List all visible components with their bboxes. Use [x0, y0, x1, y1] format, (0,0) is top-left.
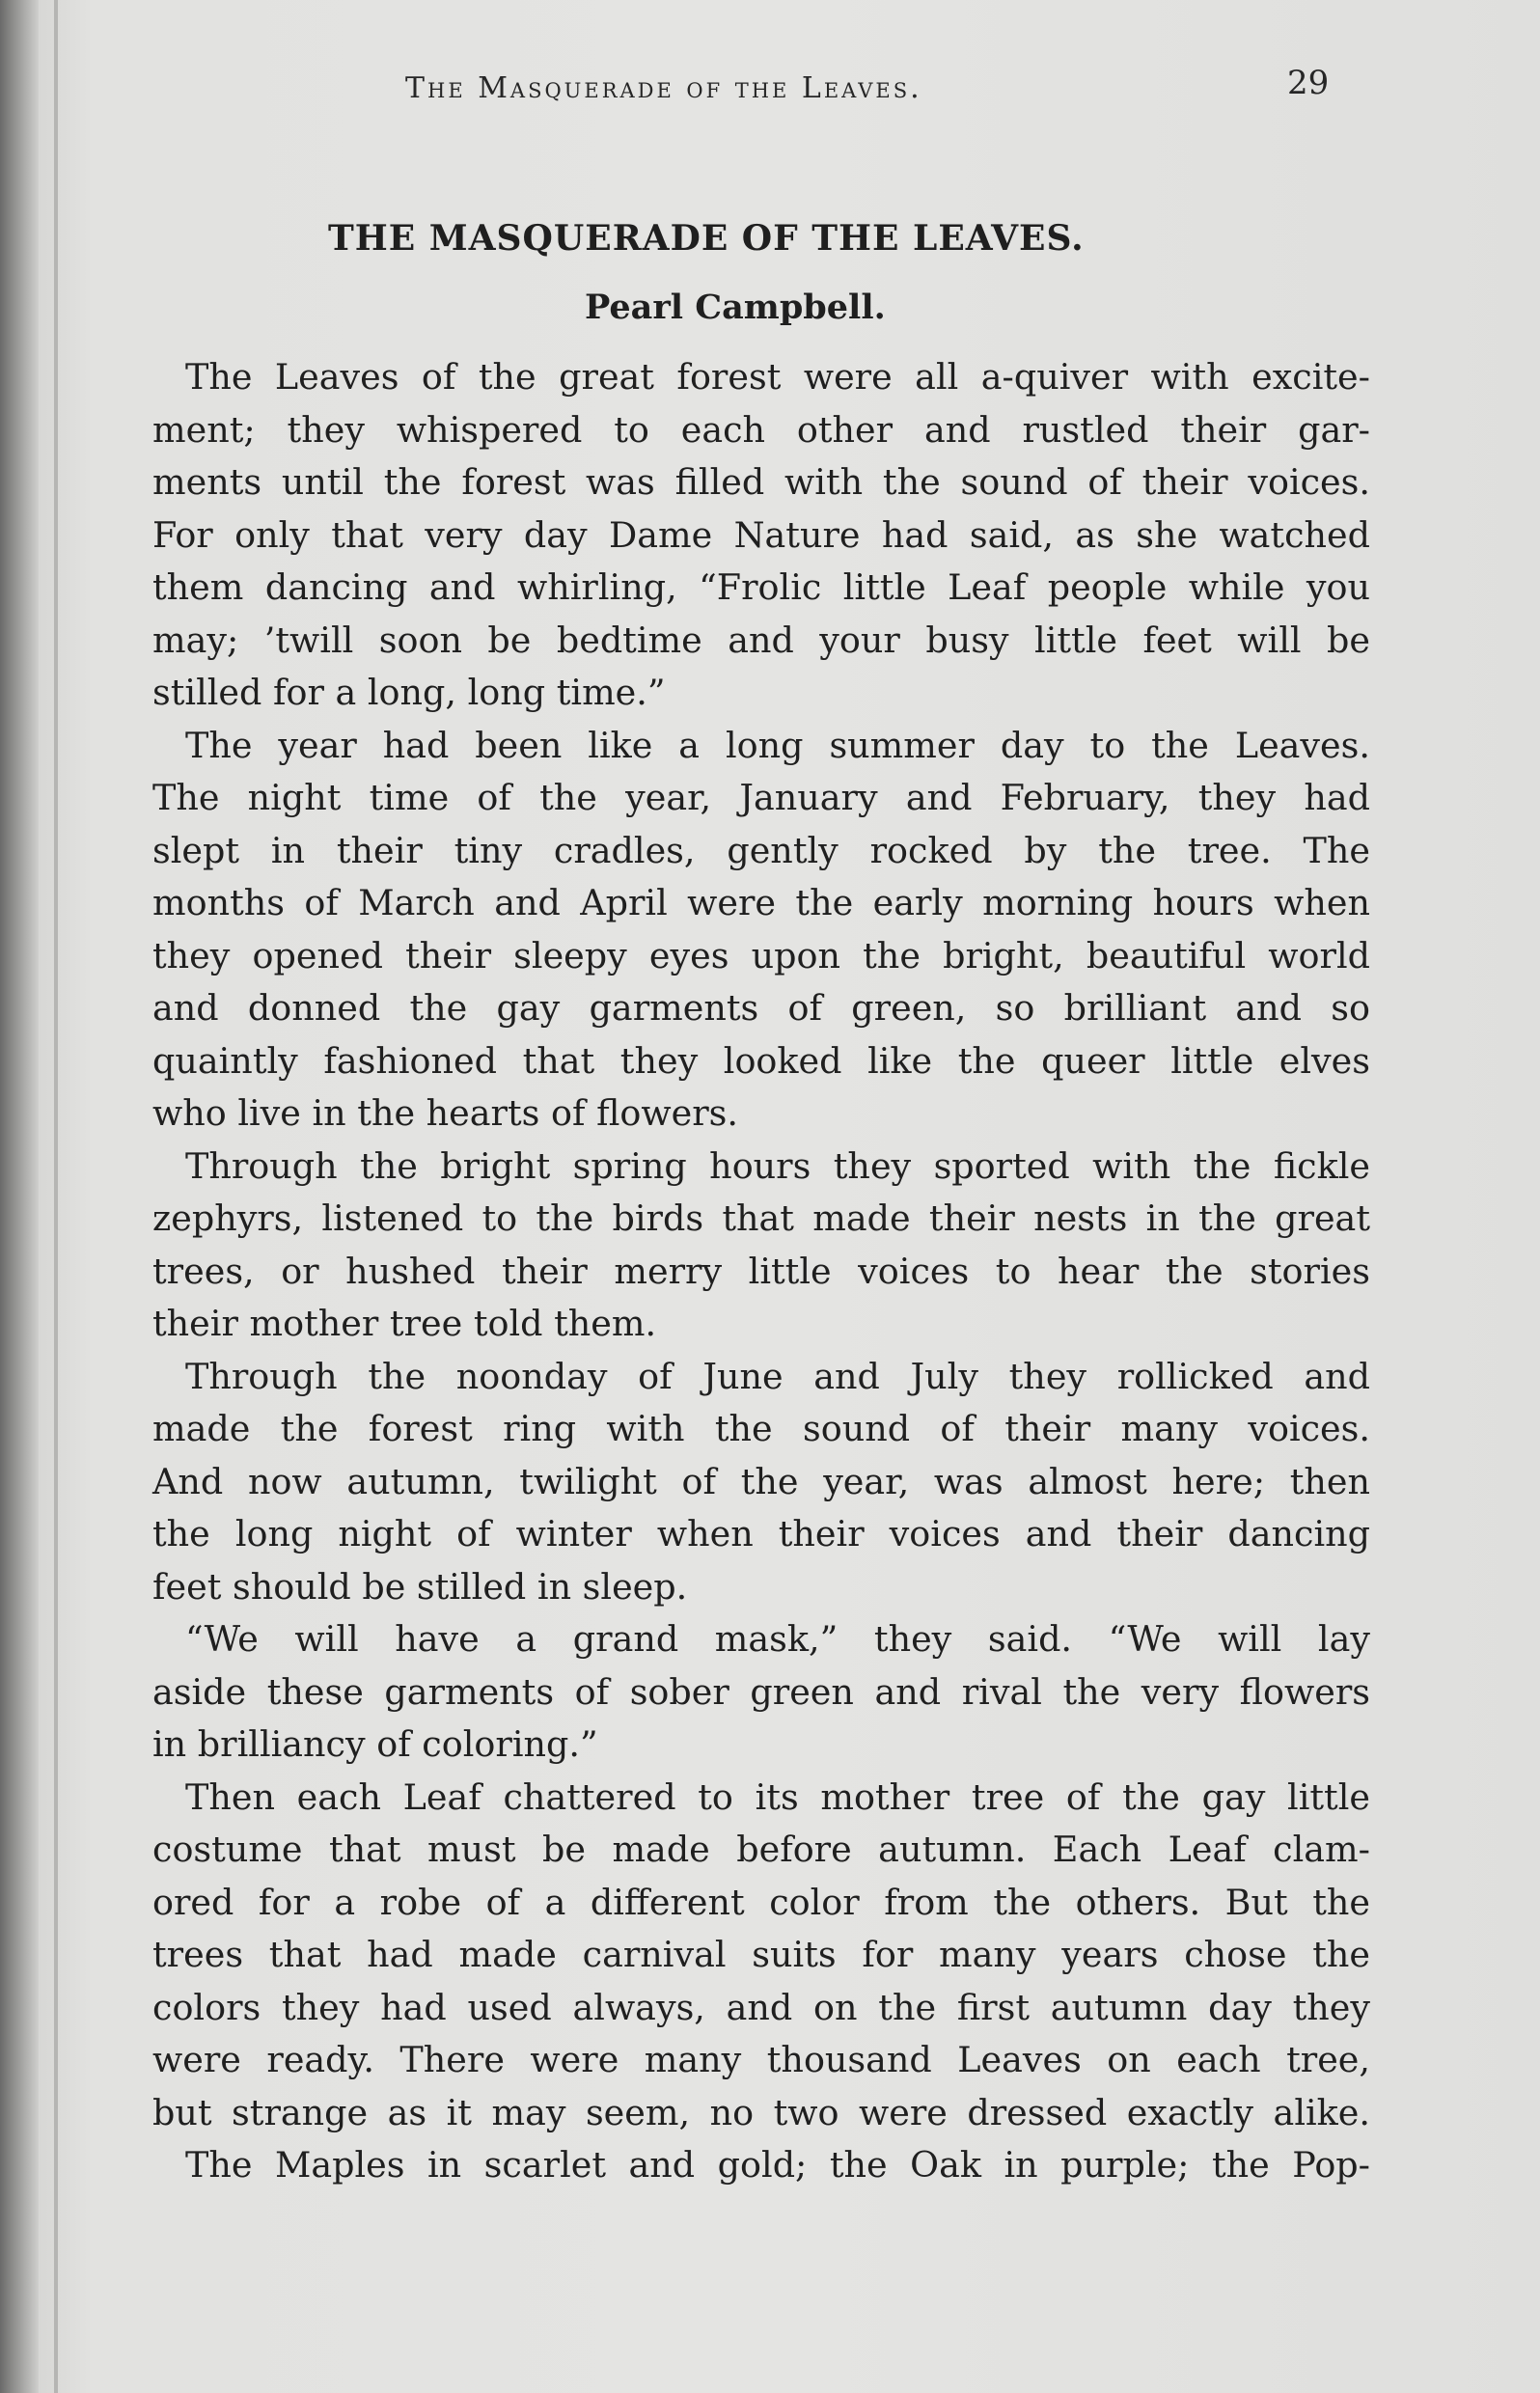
text-line: may; ’twill soon be bedtime and your busy little feet will be: [152, 619, 1370, 661]
text-line: were ready. There were many thousand Leaves on each tree,: [152, 2039, 1370, 2080]
text-line: The night time of the year, January and February, they had: [152, 777, 1370, 818]
gutter-line: [54, 0, 58, 2393]
text-line: made the forest ring with the sound of their many voices.: [152, 1408, 1370, 1449]
text-line: Then each Leaf chattered to its mother tree of the gay little: [185, 1775, 1370, 1818]
text-line: Through the noonday of June and July they rollicked and: [185, 1355, 1370, 1397]
text-line: aside these garments of sober green and rival the very flowers: [152, 1670, 1370, 1713]
text-line: and donned the gay garments of green, so brilliant and so: [152, 987, 1370, 1029]
text-line: Through the bright spring hours they sported with the fickle: [185, 1144, 1370, 1187]
text-line: “We will have a grand mask,” they said. “We will lay: [185, 1618, 1370, 1660]
text-line: trees that had made carnival suits for many years chose the: [152, 1934, 1370, 1975]
book-spine-shadow: [0, 0, 39, 2393]
text-line: ments until the forest was filled with the sound of their voices.: [152, 461, 1370, 503]
text-line: months of March and April were the early morning hours when: [152, 882, 1370, 923]
body-text: [152, 351, 1370, 2192]
text-line: them dancing and whirling, “Frolic little Leaf people while you: [152, 566, 1370, 608]
text-line: costume that must be made before autumn. Each Leaf clam-: [152, 1829, 1370, 1870]
text-line: ored for a robe of a different color from the others. But the: [152, 1881, 1370, 1923]
running-head: The Masquerade of the Leaves.: [405, 71, 922, 105]
text-line: The Leaves of the great forest were all a-quiver with excite-: [185, 356, 1370, 398]
text-line: trees, or hushed their merry little voices to hear the stories: [152, 1250, 1370, 1292]
text-line: quaintly fashioned that they looked like the queer little elves: [152, 1039, 1370, 1082]
text-line: their mother tree told them.: [152, 1303, 657, 1344]
text-line: The year had been like a long summer day to the Leaves.: [185, 724, 1370, 766]
page-number: 29: [1287, 64, 1330, 102]
text-line: ment; they whispered to each other and rustled their gar-: [152, 408, 1370, 451]
text-line: the long night of winter when their voices and their dancing: [152, 1513, 1370, 1554]
text-line: And now autumn, twilight of the year, was almost here; then: [152, 1460, 1370, 1502]
article-author: Pearl Campbell.: [585, 288, 886, 327]
article-title: THE MASQUERADE OF THE LEAVES.: [328, 218, 1085, 259]
text-line: The Maples in scarlet and gold; the Oak in purple; the Pop-: [185, 2144, 1370, 2186]
text-line: who live in the hearts of flowers.: [152, 1092, 739, 1134]
text-line: but strange as it may seem, no two were dressed exactly alike.: [152, 2091, 1370, 2133]
text-line: they opened their sleepy eyes upon the bright, beautiful world: [152, 934, 1370, 976]
text-line: slept in their tiny cradles, gently rocked by the tree. The: [152, 829, 1370, 871]
text-line: colors they had used always, and on the first autumn day they: [152, 1986, 1370, 2028]
text-line: stilled for a long, long time.”: [152, 672, 666, 713]
text-line: zephyrs, listened to the birds that made their nests in the great: [152, 1197, 1370, 1239]
text-line: feet should be stilled in sleep.: [152, 1565, 688, 1608]
text-line: in brilliancy of coloring.”: [152, 1723, 598, 1765]
text-line: For only that very day Dame Nature had said, as she watched: [152, 513, 1370, 556]
